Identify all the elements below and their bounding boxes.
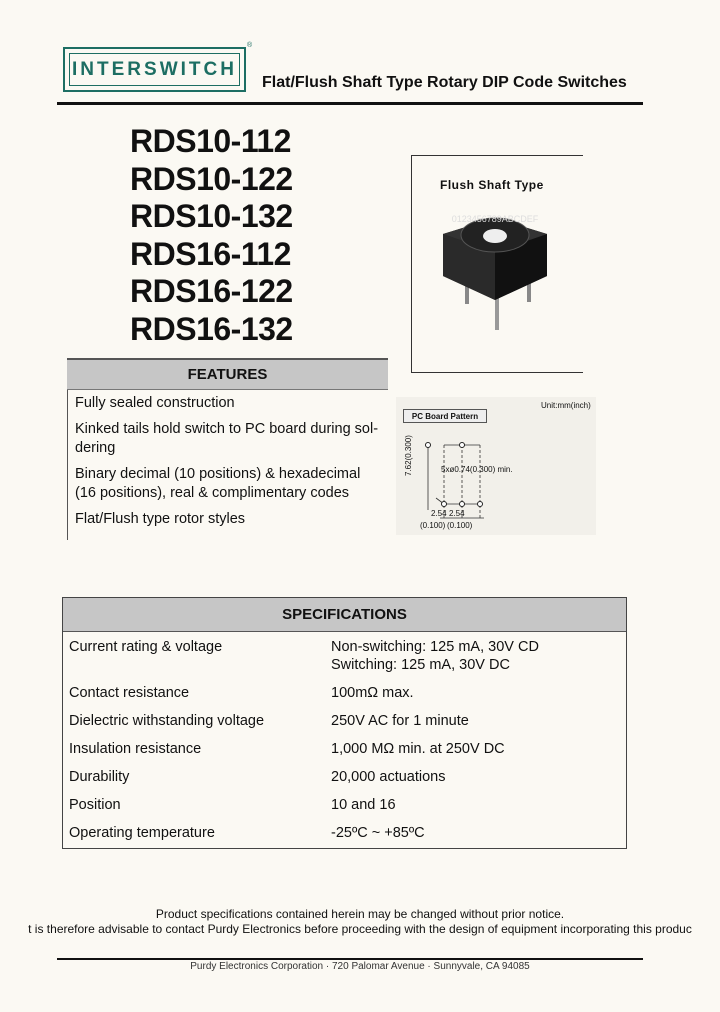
spec-value-line: Non-switching: 125 mA, 30V CD [331,639,539,655]
model-number: RDS16-112 [130,235,291,272]
spec-label: Operating temperature [69,825,215,841]
model-list [130,123,293,348]
pcb-hole-drawing [400,430,590,530]
feature-item: Binary decimal (10 positions) & hexadecimal (16 positions), real & complimentary codes [75,466,361,501]
pcb-pitch-mm: 2.54 [431,509,447,518]
spec-value: 10 and 16 [331,797,396,813]
spec-value: 1,000 MΩ min. at 250V DC [331,741,505,757]
table-row [63,792,626,820]
page-title: Flat/Flush Shaft Type Rotary DIP Code Switches [262,74,627,91]
table-row [63,708,626,736]
features-left-rule [67,390,68,540]
features-heading: FEATURES [67,358,388,390]
photo-caption: Flush Shaft Type [440,178,544,192]
feature-item: Fully sealed construction [75,395,235,411]
specifications-table [62,597,627,849]
spec-label: Durability [69,769,130,785]
pcb-pitch-inch: (0.100) [447,521,473,530]
pcb-pitch-inch: (0.100) [420,521,446,530]
dial-digits: 0123456789ABCDEF [451,214,539,224]
table-row [63,820,626,848]
registered-mark: ® [247,42,253,49]
spec-label: Contact resistance [69,685,190,701]
feature-item: Kinked tails hold switch to PC board during sol-dering [75,421,379,456]
model-number: RDS10-132 [130,198,293,234]
pcb-unit-label: Unit:mm(inch) [541,401,591,410]
spec-label: Current rating & voltage [69,639,223,655]
spec-value [331,638,626,674]
pcb-pitch-mm: 2.54 [449,509,465,518]
features-list [75,394,385,536]
logo-text: INTERSWITCH [72,58,237,80]
table-row [63,764,626,792]
pcb-pattern-tag: PC Board Pattern [403,409,487,423]
pcb-vertical-dimension: 7.62(0.300) [404,435,413,476]
spec-label: Position [69,797,121,813]
header-divider [57,102,643,105]
spec-value: 250V AC for 1 minute [331,713,469,729]
rotary-switch-image [435,200,565,340]
table-row [63,680,626,708]
spec-value-line: Switching: 125 mA, 30V DC [331,657,510,673]
table-row [63,632,626,680]
footer-divider [57,958,643,960]
spec-value: 100mΩ max. [331,685,414,701]
disclaimer-line: t is therefore advisable to contact Purdy Electronics before proceeding with the design of equipment incorporating this produc [28,922,692,936]
brand-logo [63,47,246,92]
pcb-hole-spec: 5xø0.74(0.300) min. [441,465,513,474]
model-number: RDS10-122 [130,160,293,197]
company-address: Purdy Electronics Corporation · 720 Palomar Avenue · Sunnyvale, CA 94085 [190,961,530,972]
spec-label: Insulation resistance [69,741,202,757]
model-number: RDS16-122 [130,273,293,309]
spec-value: -25ºC ~ +85ºC [331,825,425,841]
model-number: RDS16-132 [130,310,293,347]
spec-value: 20,000 actuations [331,769,446,785]
specifications-heading: SPECIFICATIONS [63,598,626,632]
table-row [63,736,626,764]
disclaimer-line: Product specifications contained herein may be changed without prior notice. [155,907,565,921]
logo-inner-frame [69,53,240,86]
spec-label: Dielectric withstanding voltage [69,713,265,729]
model-number: RDS10-112 [130,123,291,159]
feature-item: Flat/Flush type rotor styles [75,511,246,527]
